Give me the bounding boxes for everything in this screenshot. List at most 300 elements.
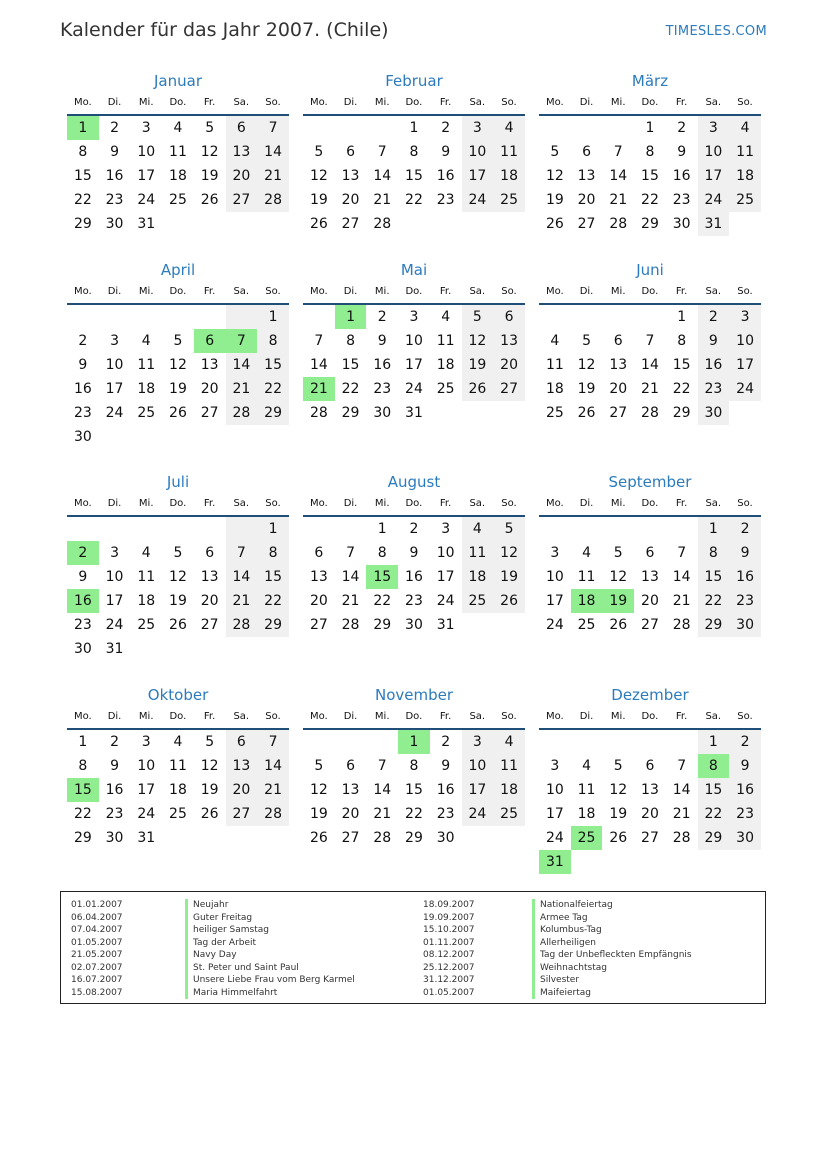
day: 24 [405, 381, 423, 397]
day: 7 [346, 545, 356, 561]
holiday-date: 25.12.2007 [423, 962, 475, 973]
weekday-label: Di. [343, 711, 358, 722]
day-grid [67, 730, 289, 850]
day: 3 [729, 305, 761, 329]
weekday-label: Do. [169, 711, 187, 722]
weekday-label: Do. [169, 498, 187, 509]
holiday-day: 2 [67, 541, 99, 565]
day: 1 [257, 305, 289, 329]
day: 6 [645, 545, 655, 561]
day: 24 [545, 830, 564, 846]
day: 28 [341, 617, 360, 633]
empty-cell [303, 116, 335, 140]
weekday-label: Mi. [610, 498, 626, 509]
day: 8 [257, 541, 289, 565]
empty-cell [462, 212, 494, 236]
day: 26 [309, 216, 328, 232]
weekday-label: Mo. [309, 498, 328, 509]
day: 6 [226, 116, 258, 140]
weekday-label: Sa. [469, 286, 486, 297]
day: 7 [377, 144, 387, 160]
weekday-label: So. [737, 97, 753, 108]
day: 4 [582, 758, 592, 774]
day: 1 [698, 517, 730, 541]
empty-cell [602, 730, 634, 754]
holiday-names-col-1 [185, 899, 355, 999]
day: 15 [641, 168, 659, 184]
holiday-day: 1 [67, 116, 99, 140]
day: 29 [341, 405, 360, 421]
day: 12 [309, 168, 328, 184]
day: 9 [729, 754, 761, 778]
day: 1 [377, 521, 387, 537]
day: 13 [341, 168, 360, 184]
day: 3 [550, 758, 560, 774]
month-name: Juni [636, 261, 664, 279]
month-name: Dezember [611, 686, 689, 704]
empty-cell [130, 637, 162, 661]
holiday-name: Nationalfeiertag [540, 900, 613, 910]
empty-cell [430, 401, 462, 425]
holiday-day: 7 [226, 329, 258, 353]
month-november [303, 684, 525, 850]
day: 12 [577, 357, 596, 373]
day: 17 [462, 778, 494, 802]
day: 6 [645, 758, 655, 774]
day: 14 [609, 168, 628, 184]
day: 15 [73, 168, 92, 184]
weekday-label: Mo. [73, 711, 92, 722]
day: 9 [110, 758, 120, 774]
day: 14 [226, 353, 258, 377]
weekday-label: Di. [579, 498, 594, 509]
empty-cell [99, 425, 131, 449]
day: 25 [462, 589, 494, 613]
day: 14 [373, 168, 392, 184]
month-name: Juli [166, 473, 190, 491]
day: 12 [309, 782, 328, 798]
month-mai [303, 259, 525, 425]
day: 27 [200, 617, 219, 633]
day: 31 [698, 212, 730, 236]
empty-cell [194, 517, 226, 541]
day: 9 [729, 541, 761, 565]
day: 29 [373, 617, 392, 633]
day: 27 [341, 216, 360, 232]
day: 17 [545, 806, 564, 822]
day: 30 [105, 830, 124, 846]
day: 10 [462, 754, 494, 778]
weekday-label: Mi. [374, 286, 390, 297]
day: 13 [609, 357, 628, 373]
empty-cell [571, 850, 603, 874]
empty-cell [602, 850, 634, 874]
day: 18 [169, 168, 187, 184]
day: 18 [169, 782, 187, 798]
empty-cell [666, 517, 698, 541]
day-grid [539, 116, 761, 236]
day: 11 [729, 140, 761, 164]
empty-cell [194, 637, 226, 661]
day: 9 [409, 545, 419, 561]
weekday-label: Mo. [545, 97, 564, 108]
day: 23 [729, 802, 761, 826]
month-märz [539, 70, 761, 236]
day: 5 [582, 333, 592, 349]
day: 8 [257, 329, 289, 353]
day: 23 [105, 192, 124, 208]
weekday-label: Mo. [545, 286, 564, 297]
day: 28 [373, 830, 392, 846]
day: 5 [173, 545, 183, 561]
day-grid [67, 305, 289, 449]
day: 22 [257, 377, 289, 401]
day: 29 [73, 830, 92, 846]
day: 5 [462, 305, 494, 329]
day: 26 [493, 589, 525, 613]
weekday-label: Di. [343, 97, 358, 108]
day: 25 [545, 405, 564, 421]
day: 27 [309, 617, 328, 633]
empty-cell [602, 305, 634, 329]
empty-cell [539, 517, 571, 541]
day: 6 [346, 144, 356, 160]
empty-cell [366, 116, 398, 140]
day: 9 [78, 357, 88, 373]
weekday-label: Mi. [374, 711, 390, 722]
empty-cell [194, 425, 226, 449]
weekday-label: Do. [641, 498, 659, 509]
empty-cell [366, 730, 398, 754]
weekday-label: Do. [405, 97, 423, 108]
empty-cell [162, 637, 194, 661]
day: 11 [493, 140, 525, 164]
day: 17 [729, 353, 761, 377]
day: 14 [373, 782, 392, 798]
day: 8 [346, 333, 356, 349]
weekday-label: Mo. [73, 498, 92, 509]
day: 24 [105, 617, 124, 633]
day: 13 [309, 569, 328, 585]
weekday-label: Di. [579, 711, 594, 722]
day: 31 [436, 617, 455, 633]
day: 25 [493, 188, 525, 212]
day-grid [303, 517, 525, 637]
empty-cell [130, 305, 162, 329]
day: 27 [641, 830, 659, 846]
day: 28 [672, 830, 691, 846]
day: 30 [405, 617, 423, 633]
empty-cell [162, 425, 194, 449]
day: 26 [169, 617, 187, 633]
holiday-day: 8 [698, 754, 730, 778]
day: 26 [609, 830, 628, 846]
day: 15 [672, 357, 691, 373]
holiday-day: 31 [539, 850, 571, 874]
day: 15 [405, 168, 423, 184]
day: 13 [641, 782, 659, 798]
holiday-name: Kolumbus-Tag [540, 925, 602, 935]
day: 6 [346, 758, 356, 774]
day: 14 [309, 357, 328, 373]
empty-cell [194, 305, 226, 329]
empty-cell [257, 425, 289, 449]
empty-cell [539, 305, 571, 329]
empty-cell [571, 305, 603, 329]
day: 26 [577, 405, 596, 421]
holiday-date: 21.05.2007 [71, 950, 123, 960]
day: 22 [373, 593, 392, 609]
holiday-date: 16.07.2007 [71, 975, 123, 985]
weekday-label: Sa. [705, 97, 722, 108]
empty-cell [226, 425, 258, 449]
day: 9 [377, 333, 387, 349]
day: 2 [729, 730, 761, 754]
holiday-name: Navy Day [193, 950, 237, 960]
day: 8 [78, 758, 88, 774]
weekday-label: Mi. [138, 97, 154, 108]
day: 23 [698, 377, 730, 401]
weekday-label: Do. [169, 97, 187, 108]
day: 16 [672, 168, 691, 184]
weekday-header [303, 281, 525, 305]
empty-cell [99, 517, 131, 541]
empty-cell [226, 517, 258, 541]
weekday-label: Sa. [469, 97, 486, 108]
day: 30 [729, 613, 761, 637]
day: 22 [257, 589, 289, 613]
day: 18 [462, 565, 494, 589]
weekday-label: Sa. [705, 286, 722, 297]
day: 7 [226, 541, 258, 565]
day: 14 [341, 569, 360, 585]
day: 16 [729, 778, 761, 802]
day: 16 [105, 782, 124, 798]
empty-cell [303, 730, 335, 754]
empty-cell [162, 305, 194, 329]
day: 24 [462, 188, 494, 212]
day: 22 [405, 192, 423, 208]
day: 28 [672, 617, 691, 633]
day: 19 [169, 593, 187, 609]
day: 26 [169, 405, 187, 421]
day: 30 [672, 216, 691, 232]
day: 11 [169, 144, 187, 160]
holiday-day: 16 [67, 589, 99, 613]
day: 8 [377, 545, 387, 561]
month-februar [303, 70, 525, 236]
day: 27 [493, 377, 525, 401]
empty-cell [194, 826, 226, 850]
day: 5 [314, 144, 324, 160]
day: 17 [462, 164, 494, 188]
day: 14 [672, 782, 691, 798]
day: 11 [137, 569, 156, 585]
day: 22 [641, 192, 659, 208]
day: 19 [200, 782, 219, 798]
day: 29 [698, 826, 730, 850]
day: 12 [462, 329, 494, 353]
empty-cell [571, 116, 603, 140]
weekday-label: So. [501, 711, 517, 722]
brand-link[interactable]: TIMESLES.COM [665, 24, 767, 39]
day: 2 [441, 120, 451, 136]
day: 29 [257, 401, 289, 425]
weekday-label: Sa. [233, 286, 250, 297]
holiday-date: 06.04.2007 [71, 912, 123, 923]
day: 10 [405, 333, 423, 349]
day: 29 [698, 613, 730, 637]
day: 14 [226, 565, 258, 589]
day: 9 [698, 329, 730, 353]
holiday-name: Unsere Liebe Frau vom Berg Karmel [193, 975, 355, 985]
day: 3 [698, 116, 730, 140]
weekday-label: Mo. [309, 286, 328, 297]
month-name: August [387, 473, 441, 491]
day: 20 [577, 192, 596, 208]
day-grid [539, 730, 761, 874]
weekday-label: Mo. [545, 711, 564, 722]
day: 25 [137, 617, 156, 633]
day: 4 [173, 734, 183, 750]
weekday-label: So. [265, 498, 281, 509]
month-name: Januar [154, 72, 202, 90]
holiday-name: Silvester [540, 975, 580, 985]
weekday-label: So. [737, 286, 753, 297]
weekday-label: Fr. [203, 498, 216, 509]
weekday-label: Mi. [610, 97, 626, 108]
month-april [67, 259, 289, 449]
day: 4 [493, 116, 525, 140]
weekday-label: Di. [107, 97, 122, 108]
day: 11 [577, 569, 596, 585]
weekday-label: Do. [405, 286, 423, 297]
empty-cell [634, 730, 666, 754]
day: 3 [141, 734, 151, 750]
day: 9 [110, 144, 120, 160]
day: 21 [341, 593, 360, 609]
weekday-label: Di. [343, 498, 358, 509]
day: 21 [641, 381, 659, 397]
day: 10 [545, 569, 564, 585]
weekday-label: Di. [579, 286, 594, 297]
holiday-name: St. Peter und Saint Paul [193, 962, 299, 973]
day: 23 [436, 806, 455, 822]
day: 20 [226, 778, 258, 802]
day: 2 [441, 734, 451, 750]
day: 2 [110, 734, 120, 750]
day: 25 [137, 405, 156, 421]
day: 30 [698, 401, 730, 425]
empty-cell [303, 517, 335, 541]
holiday-day: 1 [335, 305, 367, 329]
weekday-label: Fr. [203, 286, 216, 297]
month-august [303, 471, 525, 637]
empty-cell [602, 116, 634, 140]
day: 21 [373, 806, 392, 822]
day: 21 [609, 192, 628, 208]
day: 11 [545, 357, 564, 373]
weekday-label: Sa. [233, 711, 250, 722]
day: 5 [613, 545, 623, 561]
weekday-label: Fr. [439, 97, 452, 108]
day: 22 [405, 806, 423, 822]
day: 16 [436, 782, 455, 798]
weekday-header [539, 281, 761, 305]
day: 13 [200, 357, 219, 373]
day: 3 [409, 309, 419, 325]
weekday-label: Fr. [439, 498, 452, 509]
holiday-date: 01.05.2007 [71, 937, 123, 948]
day: 30 [73, 429, 92, 445]
month-name: November [374, 686, 454, 704]
empty-cell [493, 613, 525, 637]
day: 2 [729, 517, 761, 541]
holiday-day: 1 [398, 730, 430, 754]
day: 17 [436, 569, 455, 585]
day: 26 [462, 377, 494, 401]
day: 7 [257, 730, 289, 754]
day: 22 [73, 806, 92, 822]
day: 23 [672, 192, 691, 208]
day: 30 [373, 405, 392, 421]
empty-cell [698, 850, 730, 874]
weekday-label: So. [265, 286, 281, 297]
day: 7 [377, 758, 387, 774]
day: 23 [436, 192, 455, 208]
day: 18 [493, 164, 525, 188]
weekday-header [539, 493, 761, 517]
day: 6 [582, 144, 592, 160]
day: 20 [309, 593, 328, 609]
weekday-label: Sa. [469, 711, 486, 722]
day: 27 [577, 216, 596, 232]
day: 29 [257, 613, 289, 637]
day: 17 [137, 168, 156, 184]
empty-cell [729, 850, 761, 874]
holiday-name: Neujahr [193, 900, 229, 910]
day-grid [67, 116, 289, 236]
day: 26 [200, 806, 219, 822]
day: 28 [226, 401, 258, 425]
day: 23 [73, 617, 92, 633]
weekday-label: Fr. [675, 97, 688, 108]
day: 4 [462, 517, 494, 541]
day: 23 [105, 806, 124, 822]
holiday-day: 25 [571, 826, 603, 850]
day: 2 [677, 120, 687, 136]
day: 17 [545, 593, 564, 609]
day: 27 [226, 802, 258, 826]
empty-cell [493, 826, 525, 850]
day: 26 [545, 216, 564, 232]
day: 27 [341, 830, 360, 846]
holiday-name: Tag der Unbefleckten Empfängnis [540, 950, 692, 960]
day: 1 [677, 309, 687, 325]
empty-cell [257, 637, 289, 661]
day: 11 [493, 754, 525, 778]
day: 3 [550, 545, 560, 561]
holiday-name: Guter Freitag [193, 912, 253, 923]
day: 21 [672, 593, 691, 609]
day: 16 [105, 168, 124, 184]
day: 30 [436, 830, 455, 846]
empty-cell [602, 517, 634, 541]
weekday-label: Mo. [309, 711, 328, 722]
weekday-label: Sa. [705, 711, 722, 722]
weekday-label: Fr. [675, 711, 688, 722]
day: 5 [205, 120, 215, 136]
